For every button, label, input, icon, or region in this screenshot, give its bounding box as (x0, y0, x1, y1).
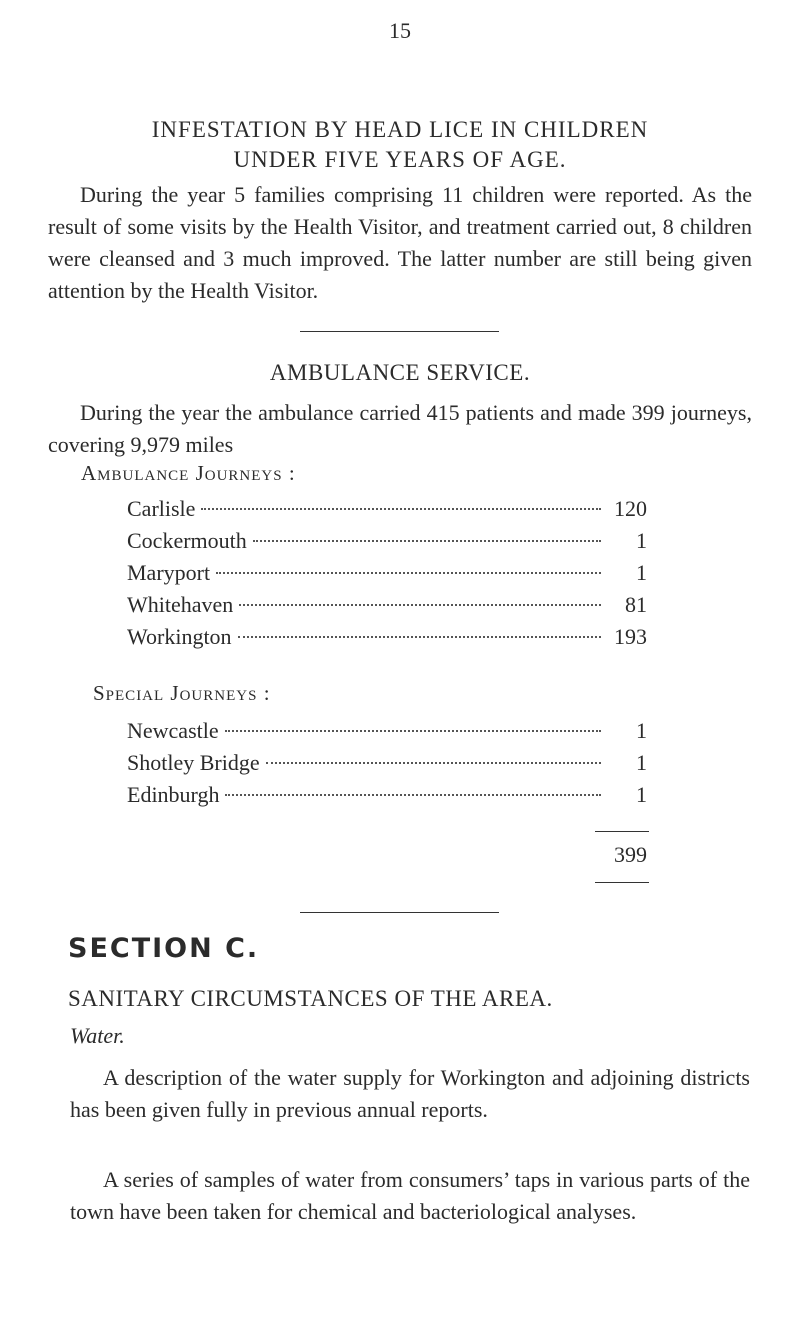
sum-rule (595, 831, 649, 832)
journey-place: Newcastle (127, 718, 219, 743)
head-lice-title-line1: INFESTATION BY HEAD LICE IN CHILDREN (151, 117, 649, 142)
dot-leader (238, 636, 601, 638)
journey-row (127, 560, 647, 590)
special-journeys-heading: Special Journeys : (93, 681, 271, 705)
head-lice-title-line2: UNDER FIVE YEARS OF AGE. (233, 147, 567, 172)
journey-row (127, 592, 647, 622)
journey-row (127, 718, 647, 748)
head-lice-paragraph: During the year 5 families comprising 11 children were reported. As the result of some visits by the Health Visitor, and treatment carried out, 8 children were cleansed and 3 much improved. The latter number are still being given attention by the Health Visitor. (48, 182, 752, 303)
journey-place: Shotley Bridge (127, 750, 260, 775)
divider-rule (300, 331, 499, 332)
journey-count: 1 (636, 750, 647, 775)
ambulance-intro: During the year the ambulance carried 415 patients and made 399 journeys, covering 9,979 miles (48, 400, 752, 457)
section-c-subtitle: SANITARY CIRCUMSTANCES OF THE AREA. (68, 986, 553, 1011)
dot-leader (201, 508, 601, 510)
section-c-title: SECTION C. (68, 933, 260, 964)
journey-count: 1 (636, 718, 647, 743)
page-number: 15 (389, 18, 411, 43)
journey-row (127, 624, 647, 654)
divider-rule (300, 912, 499, 913)
journey-row (127, 782, 647, 812)
ambulance-journeys-heading: Ambulance Journeys : (81, 461, 296, 485)
journey-row (127, 496, 647, 526)
journey-count: 81 (625, 592, 647, 617)
journey-place: Maryport (127, 560, 211, 585)
journey-place: Carlisle (127, 496, 196, 521)
journey-place: Edinburgh (127, 782, 220, 807)
dot-leader (225, 730, 601, 732)
water-paragraph-1: A description of the water supply for Workington and adjoining districts has been given fully in previous annual reports. (70, 1065, 750, 1122)
journey-place: Workington (127, 624, 232, 649)
journey-count: 120 (614, 496, 647, 521)
journey-count: 1 (636, 560, 647, 585)
total-underline (595, 882, 649, 883)
water-heading: Water. (70, 1023, 125, 1048)
journey-count: 1 (636, 528, 647, 553)
journeys-total: 399 (614, 842, 647, 867)
journey-count: 1 (636, 782, 647, 807)
dot-leader (225, 794, 601, 796)
journey-row (127, 528, 647, 558)
journey-count: 193 (614, 624, 647, 649)
dot-leader (216, 572, 601, 574)
journey-row (127, 750, 647, 780)
journey-place: Cockermouth (127, 528, 247, 553)
dot-leader (253, 540, 601, 542)
journey-place: Whitehaven (127, 592, 234, 617)
dot-leader (239, 604, 601, 606)
water-paragraph-2: A series of samples of water from consumers’ taps in various parts of the town have been taken for chemical and bacteriological analyses. (70, 1167, 750, 1224)
dot-leader (266, 762, 601, 764)
ambulance-title: AMBULANCE SERVICE. (269, 360, 531, 385)
